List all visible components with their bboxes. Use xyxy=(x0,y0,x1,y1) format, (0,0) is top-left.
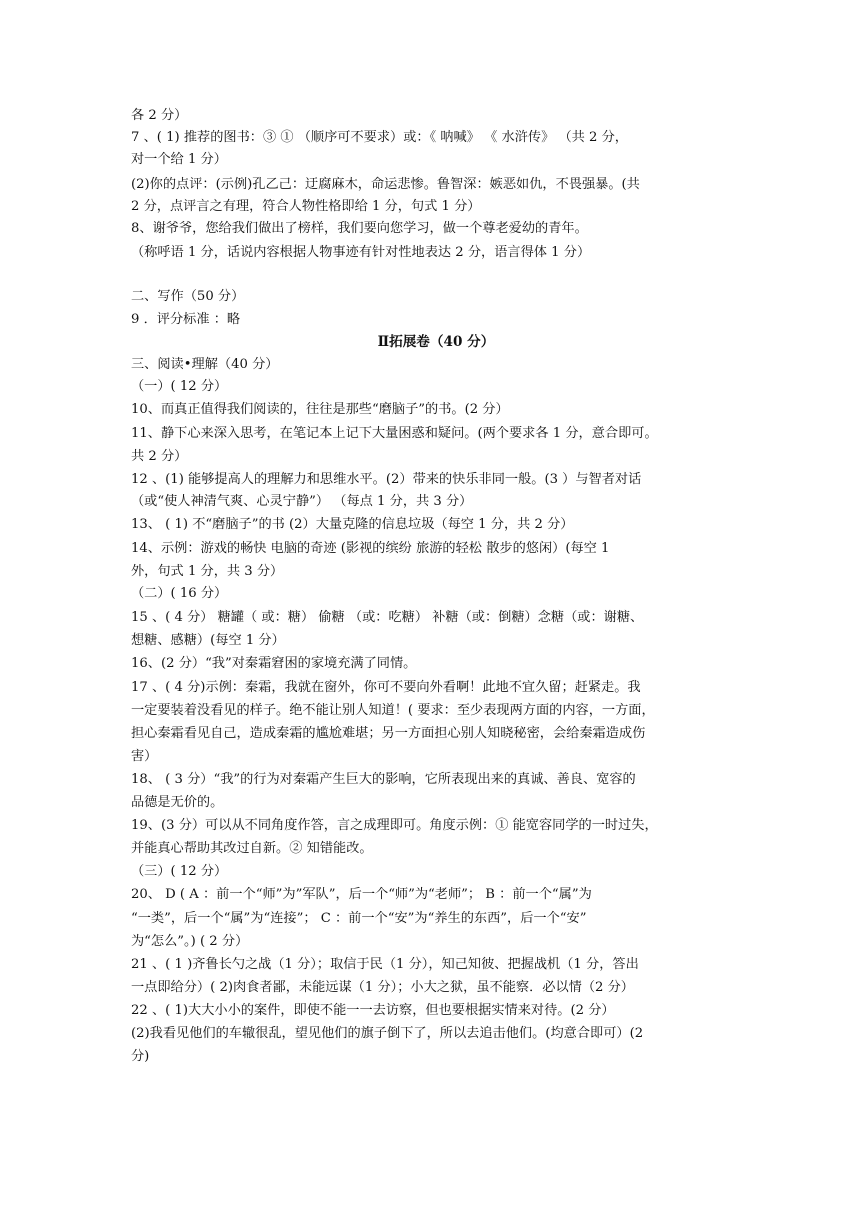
text-line: 一定要装着没看见的样子。绝不能让别人知道！( 要求：至少表现两方面的内容，一方面， xyxy=(131,703,655,718)
text-line: 10、而真正值得我们阅读的，往往是那些“磨脑子”的书。(2 分） xyxy=(131,402,509,417)
text-line: 7 、( 1) 推荐的图书：③ ① （顺序可不要求）或：《 呐喊》 《 水浒传》 （共 2 分， xyxy=(131,130,628,145)
part-title: Ⅱ拓展卷（40 分） xyxy=(377,334,495,350)
text-line: 担心秦霜看见自己，造成秦霜的尴尬难堪；另一方面担心别人知晓秘密，会给秦霜造成伤 xyxy=(131,726,646,741)
text-line: 21 、( 1 )齐鲁长勺之战（1 分）；取信于民（1 分），知己知彼、把握战机（1 分，答出 xyxy=(131,957,639,972)
text-line: 2 分，点评言之有理，符合人物性格即给 1 分，句式 1 分） xyxy=(131,199,481,214)
text-line: 9 ．评分标准 ：略 xyxy=(131,312,241,327)
text-line: 并能真心帮助其改过自新。② 知错能改。 xyxy=(131,841,373,856)
text-line: 11、静下心来深入思考，在笔记本上记下大量困惑和疑问。(两个要求各 1 分，意合即可。 xyxy=(131,426,658,441)
text-line: 8、谢爷爷，您给我们做出了榜样，我们要向您学习，做一个尊老爱幼的青年。 xyxy=(131,221,588,236)
text-line: 20、 D ( A ：前一个“师”为”军队”，后一个“师”为“老师”； B ：前一个“属”为 xyxy=(131,887,592,902)
text-line: 外，句式 1 分，共 3 分） xyxy=(131,564,284,579)
text-line: 一点即给分）( 2)肉食者鄙，未能远谋（1 分）；小大之狱，虽不能察．必以情（2 分） xyxy=(131,980,634,995)
text-line: 14、示例：游戏的畅快 电脑的奇迹 (影视的缤纷 旅游的轻松 散步的悠闲）(每空 1 xyxy=(131,541,610,556)
text-line: 共 2 分） xyxy=(131,449,188,464)
text-line: 为“怎么”。) ( 2 分） xyxy=(131,934,249,949)
section-heading: 二、写作（50 分） xyxy=(131,289,245,304)
text-line: 19、(3 分）可以从不同角度作答，言之成理即可。角度示例：① 能宽容同学的一时过失， xyxy=(131,818,658,833)
subsection-heading: （二）( 16 分） xyxy=(131,586,228,601)
text-line: (2)我看见他们的车辙很乱，望见他们的旗子倒下了，所以去追击他们。(均意合即可）(2 xyxy=(131,1026,644,1041)
text-line: （或“使人神清气爽、心灵宁静”） （每点 1 分，共 3 分） xyxy=(131,494,473,509)
text-line: 12 、(1) 能够提高人的理解力和思维水平。(2）带来的快乐非同一般。(3 ）与智者对话 xyxy=(131,472,642,487)
text-line: （称呼语 1 分，话说内容根据人物事迹有针对性地表达 2 分，语言得体 1 分） xyxy=(131,245,591,260)
text-line: 15 、( 4 分） 糖罐（ 或：糖） 偷糖 （或：吃糖） 补糖（或：倒糖）念糖（或：谢糖、 xyxy=(131,610,644,625)
text-line: 13、 ( 1) 不“磨脑子”的书 (2）大量克隆的信息垃圾（每空 1 分，共 2 分） xyxy=(131,517,574,532)
subsection-heading: （三）( 12 分） xyxy=(131,864,228,879)
text-line: (2)你的点评：(示例)孔乙己：迂腐麻木，命运悲惨。鲁智深：嫉恶如仇，不畏强暴。(共 xyxy=(131,177,640,192)
text-line: “一类”，后一个“属”为“连接”； C ：前一个“安”为“养生的东西”，后一个“安” xyxy=(131,911,587,926)
text-line: 想糖、感糖）(每空 1 分） xyxy=(131,633,285,648)
text-line: 17 、( 4 分)示例：秦霜，我就在窗外，你可不要向外看啊！此地不宜久留；赶紧走。我 xyxy=(131,680,641,695)
text-line: 对一个给 1 分） xyxy=(131,152,227,167)
text-line: 分) xyxy=(131,1049,150,1064)
text-line: 害） xyxy=(131,749,158,764)
text-line: 16、(2 分）“我”对秦霜窘困的家境充满了同情。 xyxy=(131,656,417,671)
text-line: 22 、( 1)大大小小的案件，即使不能一一去访察，但也要根据实情来对待。(2 分） xyxy=(131,1003,615,1018)
text-line: 各 2 分） xyxy=(131,108,188,123)
section-heading: 三、阅读•理解（40 分） xyxy=(131,357,279,372)
subsection-heading: （一）( 12 分） xyxy=(131,379,228,394)
text-line: 18、 ( 3 分）“我”的行为对秦霜产生巨大的影响，它所表现出来的真诚、善良、宽容的 xyxy=(131,772,636,787)
text-line: 品德是无价的。 xyxy=(131,795,224,810)
